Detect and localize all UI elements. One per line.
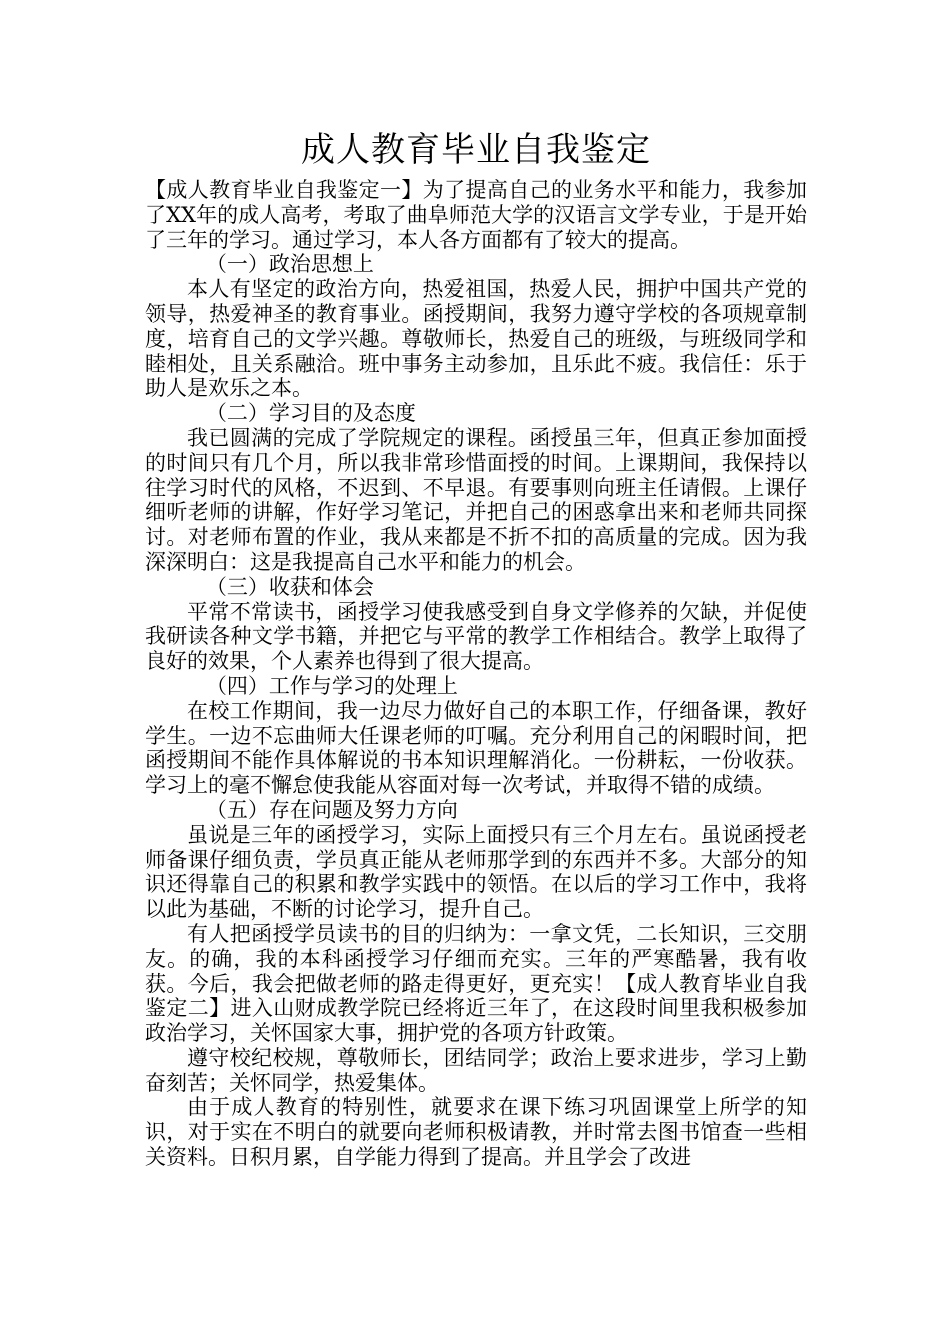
document-title: 成人教育毕业自我鉴定 — [301, 130, 651, 170]
paragraph-study-attitude: 我已圆满的完成了学院规定的课程。函授虽三年，但真正参加面授的时间只有几个月，所以我非常珍惜面授的时间。上课期间，我保持以往学习时代的风格，不迟到、不早退。有要事则向班主任请假。上课仔细听老师的讲解，作好学习笔记，并把自己的困惑拿出来和老师共同探讨。对老师布置的作业，我从来都是不折不扣的高质量的完成。因为我深深明白：这是我提高自己水平和能力的机会。 — [145, 425, 807, 574]
section-heading-politics: （一）政治思想上 — [205, 252, 374, 277]
document-page — [145, 126, 807, 1170]
paragraph-work-study: 在校工作期间，我一边尽力做好自己的本职工作，仔细备课，教好学生。一边不忘曲师大任课老师的叮嘱。充分利用自己的闲暇时间，把函授期间不能作具体解说的书本知识理解消化。一份耕耘，一份收获。学习上的毫不懈怠使我能从容面对每一次考试，并取得不错的成绩。 — [145, 698, 807, 798]
paragraph-gains: 平常不常读书，函授学习使我感受到自身文学修养的欠缺，并促使我研读各种文学书籍，并把它与平常的教学工作相结合。教学上取得了良好的效果，个人素养也得到了很大提高。 — [145, 599, 807, 674]
section-heading-problems: （五）存在问题及努力方向 — [205, 797, 458, 822]
section-heading-study-attitude: （二）学习目的及态度 — [205, 401, 416, 426]
paragraph-problems: 虽说是三年的函授学习，实际上面授只有三个月左右。虽说函授老师备课仔细负责，学员真正能从老师那学到的东西并不多。大部分的知识还得靠自己的积累和教学实践中的领悟。在以后的学习工作中，我将以此为基础，不断的讨论学习，提升自己。 — [145, 822, 807, 922]
paragraph-politics: 本人有坚定的政治方向，热爱祖国，热爱人民，拥护中国共产党的领导，热爱神圣的教育事业。函授期间，我努力遵守学校的各项规章制度，培育自己的文学兴趣。尊敬师长，热爱自己的班级，与班级同学和睦相处，且关系融洽。班中事务主动参加，且乐此不疲。我信任：乐于助人是欢乐之本。 — [145, 277, 807, 401]
paragraph-intro: 【成人教育毕业自我鉴定一】为了提高自己的业务水平和能力，我参加了XX年的成人高考，考取了曲阜师范大学的汉语言文学专业，于是开始了三年的学习。通过学习，本人各方面都有了较大的提高。 — [145, 178, 807, 252]
paragraph-discipline: 遵守校纪校规，尊敬师长，团结同学；政治上要求进步，学习上勤奋刻苦；关怀同学，热爱集体。 — [145, 1045, 807, 1095]
paragraph-self-study: 由于成人教育的特别性，就要求在课下练习巩固课堂上所学的知识，对于实在不明白的就要向老师积极请教，并时常去图书馆查一些相关资料。日积月累，自学能力得到了提高。并且学会了改进 — [145, 1095, 807, 1170]
section-heading-work-study: （四）工作与学习的处理上 — [205, 673, 458, 698]
section-heading-gains: （三）收获和体会 — [205, 574, 374, 599]
paragraph-conclusion: 有人把函授学员读书的目的归纳为：一拿文凭，二长知识，三交朋友。的确，我的本科函授学习仔细而充实。三年的严寒酷暑，我有收获。今后，我会把做老师的路走得更好，更充实！【成人教育毕业自我鉴定二】进入山财成教学院已经将近三年了，在这段时间里我积极参加政治学习，关怀国家大事，拥护党的各项方针政策。 — [145, 921, 807, 1046]
